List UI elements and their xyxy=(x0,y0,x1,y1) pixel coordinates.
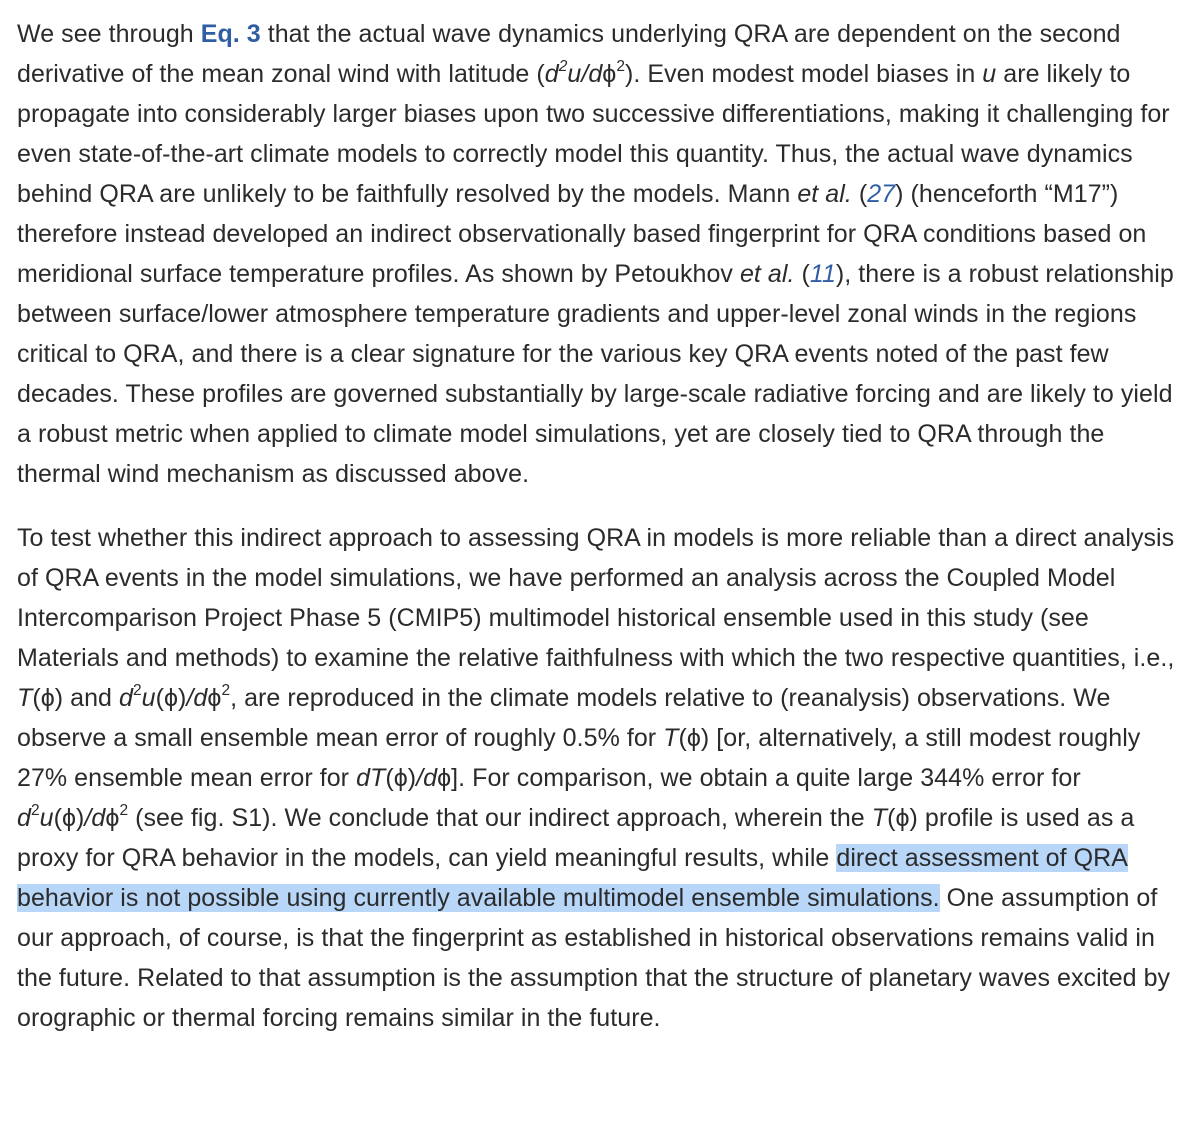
math-T-phi: T(ϕ) xyxy=(663,724,710,752)
math-d2u-dphi2: $d^2u/d\phi^2$ xyxy=(544,58,626,88)
text-run: , are reproduced in the climate models relative to (reanalysis) observations. We observe a small ensemble mean error of roughly 0.5% for xyxy=(17,684,1111,752)
math-T-phi: T(ϕ) xyxy=(17,684,64,712)
equation-3-link[interactable]: Eq. 3 xyxy=(200,20,261,48)
paragraph-1 xyxy=(17,14,1192,494)
text-run: profile is used as a proxy for QRA behavior in the models, can yield meaningful results, while xyxy=(17,804,1135,872)
math-d2u-phi-dphi2: $d^2u(\phi)/d\phi^2$ xyxy=(17,802,129,832)
text-run: One assumption of our approach, of course, is that the fingerprint as established in historical observations remains valid in the future. Related to that assumption is the assumption that the structure of planetary waves excited by orographic or thermal forcing remains similar in the future. xyxy=(17,884,1171,1032)
et-al: et al. xyxy=(739,260,795,288)
text-run: ( xyxy=(851,180,868,208)
reference-11-link[interactable]: 11 xyxy=(809,260,836,288)
text-run: and xyxy=(63,684,119,712)
text-run: We see through xyxy=(17,20,201,48)
text-run: [or, alternatively, a still modest roughly 27% ensemble mean error for xyxy=(17,724,1141,792)
highlighted-text-selection[interactable]: direct assessment of QRA behavior is not possible using currently available multimodel ensemble simulations. xyxy=(17,844,1128,912)
math-d2u-phi-dphi2: $d^2u(\phi)/d\phi^2$ xyxy=(119,682,231,712)
text-run: that the actual wave dynamics underlying QRA are dependent on the second derivative of the mean zonal wind with latitude ( xyxy=(17,20,1121,88)
reference-27-link[interactable]: 27 xyxy=(867,180,896,208)
text-run: ), there is a robust relationship between surface/lower atmosphere temperature gradients and upper-level zonal winds in the regions critical to QRA, and there is a clear signature for the various key QRA events noted of the past few decades. These profiles are governed substantially by large-scale radiative forcing and are likely to yield a robust metric when applied to climate model simulations, yet are closely tied to QRA through the thermal wind mechanism as discussed above. xyxy=(17,260,1174,488)
math-dT-phi-dphi: dT(ϕ)/dϕ xyxy=(356,764,452,792)
math-u: u xyxy=(982,60,997,88)
text-run: ( xyxy=(794,260,810,288)
et-al: et al. xyxy=(797,180,852,208)
text-run: ]. For comparison, we obtain a quite large 344% error for xyxy=(451,764,1081,792)
text-run: are likely to propagate into considerably larger biases upon two successive differentiations, making it challenging for even state-of-the-art climate models to correctly model this quantity. Thus, the actual wave dynamics behind QRA are unlikely to be faithfully resolved by the models. Mann xyxy=(17,60,1170,208)
paragraph-2 xyxy=(17,518,1192,1038)
text-run: ). Even modest model biases in xyxy=(625,60,983,88)
text-run: ) (henceforth “M17”) therefore instead developed an indirect observationally based fingerprint for QRA conditions based on meridional surface temperature profiles. As shown by Petoukhov xyxy=(17,180,1147,288)
text-run: (see fig. S1). We conclude that our indirect approach, wherein the xyxy=(128,804,872,832)
math-T-phi: T(ϕ) xyxy=(871,804,918,832)
text-run: To test whether this indirect approach to assessing QRA in models is more reliable than a direct analysis of QRA events in the model simulations, we have performed an analysis across the Coupled Model Intercomparison Project Phase 5 (CMIP5) multimodel historical ensemble used in this study (see Materials and methods) to examine the relative faithfulness with which the two respective quantities, i.e., xyxy=(17,524,1175,672)
